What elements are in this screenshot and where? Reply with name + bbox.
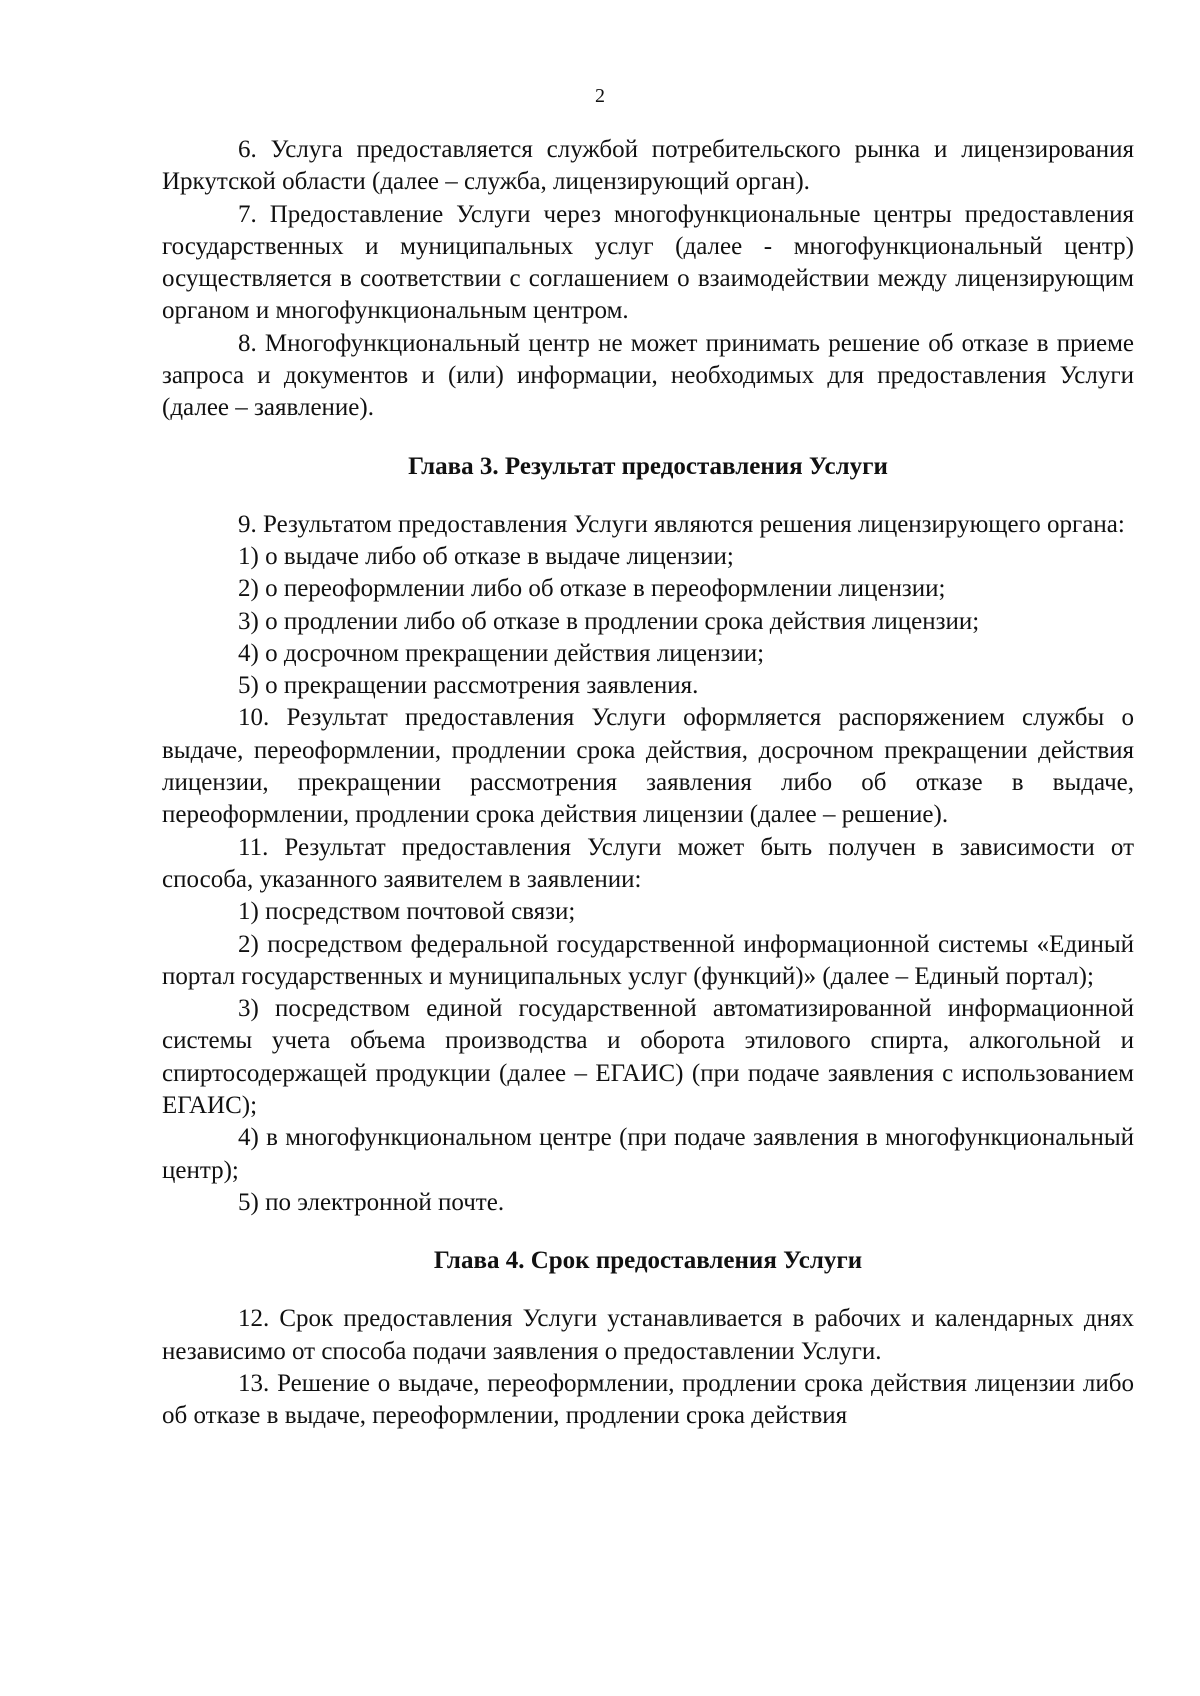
paragraph-11-item: 1) посредством почтовой связи; bbox=[238, 898, 576, 926]
paragraph-9-item: 5) о прекращении рассмотрения заявления. bbox=[238, 672, 699, 700]
paragraph-12: 12. Срок предоставления Услуги устанавливается в рабочих и календарных днях независимо от способа подачи заявления о предоставлении Услуги. bbox=[162, 1305, 1134, 1365]
paragraph-9-item: 3) о продлении либо об отказе в продлении срока действия лицензии; bbox=[238, 607, 980, 635]
paragraph-10: 10. Результат предоставления Услуги оформляется распоряжением службы о выдаче, переоформлении, продлении срока действия, досрочном прекращении действия лицензии, прекращении рассмотрения заявления либо об отказе в выдаче, переоформлении, продлении срока действия лицензии (далее – решение). bbox=[162, 704, 1134, 829]
paragraph-11: 11. Результат предоставления Услуги может быть получен в зависимости от способа, указанного заявителем в заявлении: bbox=[162, 833, 1134, 893]
paragraph-13: 13. Решение о выдаче, переоформлении, продлении срока действия лицензии либо об отказе в выдаче, переоформлении, продлении срока действия bbox=[162, 1369, 1134, 1430]
paragraph-6: 6. Услуга предоставляется службой потребительского рынка и лицензирования Иркутской области (далее – служба, лицензирующий орган). bbox=[162, 136, 1134, 196]
paragraph-8: 8. Многофункциональный центр не может принимать решение об отказе в приеме запроса и документов и (или) информации, необходимых для предоставления Услуги (далее – заявление). bbox=[162, 329, 1134, 422]
page-number: 2 bbox=[595, 85, 605, 107]
chapter-4-heading: Глава 4. Срок предоставления Услуги bbox=[433, 1247, 863, 1275]
paragraph-11-item: 5) по электронной почте. bbox=[238, 1188, 505, 1216]
paragraph-7: 7. Предоставление Услуги через многофункциональные центры предоставления государственных и муниципальных услуг (далее - многофункциональный центр) осуществляется в соответствии с соглашением о взаимодействии между лицензирующим органом и многофункциональным центром. bbox=[162, 200, 1134, 325]
paragraph-11-item: 2) посредством федеральной государственной информационной системы «Единый портал государственных и муниципальных услуг (функций)» (далее – Единый портал); bbox=[162, 930, 1134, 990]
paragraph-9-item: 2) о переоформлении либо об отказе в переоформлении лицензии; bbox=[238, 575, 946, 603]
paragraph-11-item: 3) посредством единой государственной автоматизированной информационной системы учета объема производства и оборота этилового спирта, алкогольной и спиртосодержащей продукции (далее – ЕГАИС) (при подаче заявления с использованием ЕГАИС); bbox=[162, 995, 1134, 1120]
document-body bbox=[162, 134, 1134, 1432]
paragraph-9-item: 4) о досрочном прекращении действия лицензии; bbox=[238, 639, 765, 667]
paragraph-9: 9. Результатом предоставления Услуги являются решения лицензирующего органа: bbox=[238, 510, 1125, 538]
paragraph-11-item: 4) в многофункциональном центре (при подаче заявления в многофункциональный центр); bbox=[162, 1124, 1134, 1184]
paragraph-9-item: 1) о выдаче либо об отказе в выдаче лицензии; bbox=[238, 542, 734, 570]
chapter-3-heading: Глава 3. Результат предоставления Услуги bbox=[408, 452, 888, 480]
